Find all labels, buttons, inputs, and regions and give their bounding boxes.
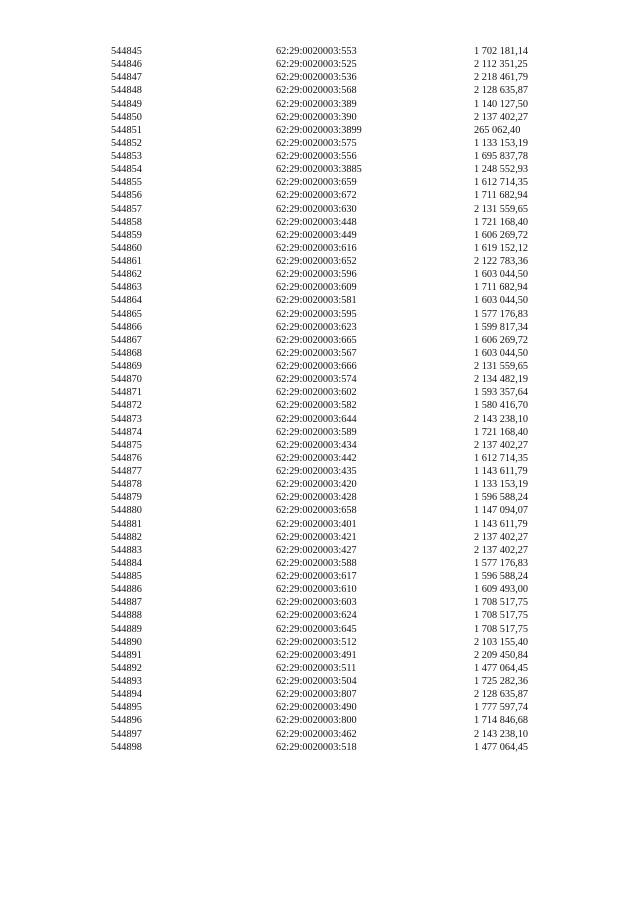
table-row <box>0 741 640 754</box>
cadastral-value: 1 708 517,75 <box>474 623 529 635</box>
cadastral-number: 62:29:0020003:652 <box>276 256 357 267</box>
table-row <box>0 439 640 452</box>
cadastral-number: 62:29:0020003:442 <box>276 452 357 464</box>
row-number: 544866 <box>111 321 142 333</box>
cadastral-value: 2 112 351,25 <box>474 59 528 71</box>
cadastral-value: 1 577 176,83 <box>474 308 529 320</box>
table-row <box>0 137 640 150</box>
cadastral-number: 62:29:0020003:553 <box>276 46 357 57</box>
cadastral-value: 1 702 181,14 <box>474 46 529 57</box>
table-row <box>0 478 640 491</box>
table-row <box>0 71 640 84</box>
cadastral-value: 1 477 064,45 <box>474 662 529 674</box>
cadastral-number: 62:29:0020003:589 <box>276 426 357 438</box>
cadastral-number: 62:29:0020003:623 <box>276 321 357 333</box>
cadastral-number: 62:29:0020003:421 <box>276 531 357 543</box>
cadastral-value: 1 612 714,35 <box>474 452 529 464</box>
cadastral-value: 1 140 127,50 <box>474 98 529 110</box>
cadastral-number: 62:29:0020003:624 <box>276 610 357 622</box>
table-row <box>0 675 640 688</box>
cadastral-number: 62:29:0020003:420 <box>276 479 357 491</box>
row-number: 544848 <box>111 85 142 97</box>
cadastral-value: 1 711 682,94 <box>474 282 528 294</box>
cadastral-value: 1 248 552,93 <box>474 164 529 176</box>
cadastral-value: 1 147 094,07 <box>474 505 529 517</box>
cadastral-number: 62:29:0020003:616 <box>276 242 357 254</box>
row-number: 544871 <box>111 387 142 399</box>
table-row <box>0 399 640 412</box>
table-row <box>0 203 640 216</box>
cadastral-value: 2 134 482,19 <box>474 374 529 386</box>
cadastral-number: 62:29:0020003:389 <box>276 98 357 110</box>
row-number: 544846 <box>111 59 142 71</box>
table-row <box>0 124 640 137</box>
table-row <box>0 531 640 544</box>
row-number: 544856 <box>111 190 142 202</box>
cadastral-value: 265 062,40 <box>474 124 521 136</box>
table-row <box>0 386 640 399</box>
cadastral-value: 1 477 064,45 <box>474 741 529 753</box>
cadastral-value: 2 128 635,87 <box>474 85 529 97</box>
cadastral-value: 2 137 402,27 <box>474 439 529 451</box>
table-row <box>0 294 640 307</box>
cadastral-value: 1 714 846,68 <box>474 715 529 727</box>
cadastral-number: 62:29:0020003:568 <box>276 85 357 97</box>
cadastral-number: 62:29:0020003:518 <box>276 741 357 753</box>
table-row <box>0 570 640 583</box>
cadastral-value: 1 603 044,50 <box>474 347 529 359</box>
cadastral-number: 62:29:0020003:672 <box>276 190 357 202</box>
table-row <box>0 662 640 675</box>
row-number: 544897 <box>111 728 142 740</box>
row-number: 544853 <box>111 151 142 162</box>
cadastral-value: 1 596 588,24 <box>474 492 529 504</box>
row-number: 544845 <box>111 46 142 57</box>
row-number: 544851 <box>111 124 142 136</box>
cadastral-value: 1 606 269,72 <box>474 229 529 241</box>
table-row <box>0 216 640 229</box>
cadastral-value: 1 143 611,79 <box>474 518 528 530</box>
table-row <box>0 609 640 622</box>
table-row <box>0 347 640 360</box>
cadastral-value: 2 143 238,10 <box>474 728 529 740</box>
cadastral-number: 62:29:0020003:603 <box>276 597 357 609</box>
cadastral-number: 62:29:0020003:536 <box>276 72 357 84</box>
cadastral-number: 62:29:0020003:596 <box>276 269 357 281</box>
cadastral-value: 1 725 282,36 <box>474 676 529 687</box>
row-number: 544850 <box>111 111 142 123</box>
table-row <box>0 688 640 701</box>
table-row <box>0 557 640 570</box>
cadastral-value: 2 103 155,40 <box>474 636 529 648</box>
cadastral-value: 1 721 168,40 <box>474 426 529 438</box>
cadastral-number: 62:29:0020003:659 <box>276 177 357 189</box>
cadastral-number: 62:29:0020003:504 <box>276 676 357 687</box>
row-number: 544867 <box>111 334 142 346</box>
cadastral-number: 62:29:0020003:582 <box>276 400 357 412</box>
cadastral-number: 62:29:0020003:807 <box>276 689 357 701</box>
cadastral-number: 62:29:0020003:574 <box>276 374 357 386</box>
cadastral-number: 62:29:0020003:602 <box>276 387 357 399</box>
cadastral-number: 62:29:0020003:448 <box>276 216 357 228</box>
cadastral-number: 62:29:0020003:666 <box>276 361 357 372</box>
row-number: 544873 <box>111 413 142 425</box>
cadastral-value: 1 619 152,12 <box>474 242 529 254</box>
cadastral-value: 2 131 559,65 <box>474 203 529 215</box>
cadastral-value: 2 131 559,65 <box>474 361 529 372</box>
cadastral-number: 62:29:0020003:3885 <box>276 164 362 176</box>
cadastral-number: 62:29:0020003:3899 <box>276 124 362 136</box>
row-number: 544862 <box>111 269 142 281</box>
row-number: 544852 <box>111 137 142 149</box>
cadastral-number: 62:29:0020003:490 <box>276 702 357 714</box>
table-row <box>0 544 640 557</box>
cadastral-value: 1 708 517,75 <box>474 610 529 622</box>
cadastral-number: 62:29:0020003:428 <box>276 492 357 504</box>
row-number: 544891 <box>111 649 142 661</box>
row-number: 544861 <box>111 256 142 267</box>
cadastral-number: 62:29:0020003:567 <box>276 347 357 359</box>
row-number: 544872 <box>111 400 142 412</box>
cadastral-value: 1 603 044,50 <box>474 295 529 307</box>
row-number: 544890 <box>111 636 142 648</box>
cadastral-number: 62:29:0020003:645 <box>276 623 357 635</box>
cadastral-value: 2 137 402,27 <box>474 544 529 556</box>
row-number: 544892 <box>111 662 142 674</box>
cadastral-value: 1 596 588,24 <box>474 571 529 582</box>
table-row <box>0 636 640 649</box>
table-row <box>0 98 640 111</box>
table-row <box>0 714 640 727</box>
table-row <box>0 360 640 373</box>
cadastral-number: 62:29:0020003:630 <box>276 203 357 215</box>
table-row <box>0 84 640 97</box>
cadastral-number: 62:29:0020003:525 <box>276 59 357 71</box>
cadastral-value: 1 777 597,74 <box>474 702 529 714</box>
cadastral-value: 2 209 450,84 <box>474 649 529 661</box>
cadastral-value: 1 695 837,78 <box>474 151 529 162</box>
row-number: 544879 <box>111 492 142 504</box>
table-row <box>0 465 640 478</box>
cadastral-number: 62:29:0020003:658 <box>276 505 357 517</box>
row-number: 544895 <box>111 702 142 714</box>
cadastral-value: 1 577 176,83 <box>474 557 529 569</box>
cadastral-value: 1 711 682,94 <box>474 190 528 202</box>
row-number: 544858 <box>111 216 142 228</box>
row-number: 544875 <box>111 439 142 451</box>
table-row <box>0 229 640 242</box>
cadastral-number: 62:29:0020003:609 <box>276 282 357 294</box>
cadastral-value: 1 603 044,50 <box>474 269 529 281</box>
cadastral-value: 1 721 168,40 <box>474 216 529 228</box>
cadastral-value: 1 612 714,35 <box>474 177 529 189</box>
row-number: 544869 <box>111 361 142 372</box>
table-row <box>0 255 640 268</box>
table-row <box>0 504 640 517</box>
row-number: 544847 <box>111 72 142 84</box>
cadastral-value: 2 122 783,36 <box>474 256 529 267</box>
table-row <box>0 728 640 741</box>
row-number: 544857 <box>111 203 142 215</box>
row-number: 544854 <box>111 164 142 176</box>
row-number: 544863 <box>111 282 142 294</box>
row-number: 544870 <box>111 374 142 386</box>
table-row <box>0 58 640 71</box>
table-row <box>0 649 640 662</box>
cadastral-number: 62:29:0020003:610 <box>276 584 357 596</box>
table-row <box>0 426 640 439</box>
cadastral-value: 1 133 153,19 <box>474 137 529 149</box>
table-row <box>0 491 640 504</box>
table-row <box>0 176 640 189</box>
cadastral-number: 62:29:0020003:581 <box>276 295 357 307</box>
row-number: 544888 <box>111 610 142 622</box>
table-row <box>0 452 640 465</box>
cadastral-value: 2 128 635,87 <box>474 689 529 701</box>
row-number: 544849 <box>111 98 142 110</box>
cadastral-number: 62:29:0020003:511 <box>276 662 357 674</box>
cadastral-value: 1 133 153,19 <box>474 479 529 491</box>
table-row <box>0 596 640 609</box>
cadastral-number: 62:29:0020003:665 <box>276 334 357 346</box>
cadastral-value: 2 137 402,27 <box>474 531 529 543</box>
cadastral-number: 62:29:0020003:434 <box>276 439 357 451</box>
row-number: 544884 <box>111 557 142 569</box>
row-number: 544883 <box>111 544 142 556</box>
cadastral-number: 62:29:0020003:800 <box>276 715 357 727</box>
cadastral-value: 1 143 611,79 <box>474 466 528 477</box>
cadastral-number: 62:29:0020003:401 <box>276 518 357 530</box>
cadastral-number: 62:29:0020003:617 <box>276 571 357 582</box>
row-number: 544889 <box>111 623 142 635</box>
cadastral-number: 62:29:0020003:595 <box>276 308 357 320</box>
cadastral-number: 62:29:0020003:491 <box>276 649 357 661</box>
cadastral-value: 2 137 402,27 <box>474 111 529 123</box>
row-number: 544868 <box>111 347 142 359</box>
row-number: 544860 <box>111 242 142 254</box>
table-row <box>0 308 640 321</box>
cadastral-number: 62:29:0020003:427 <box>276 544 357 556</box>
row-number: 544898 <box>111 741 142 753</box>
row-number: 544885 <box>111 571 142 582</box>
row-number: 544855 <box>111 177 142 189</box>
cadastral-number: 62:29:0020003:575 <box>276 137 357 149</box>
row-number: 544877 <box>111 466 142 477</box>
row-number: 544894 <box>111 689 142 701</box>
cadastral-value: 2 218 461,79 <box>474 72 529 84</box>
table-row <box>0 150 640 163</box>
cadastral-value: 1 609 493,00 <box>474 584 529 596</box>
row-number: 544859 <box>111 229 142 241</box>
cadastral-value: 2 143 238,10 <box>474 413 529 425</box>
cadastral-number: 62:29:0020003:462 <box>276 728 357 740</box>
table-row <box>0 268 640 281</box>
row-number: 544865 <box>111 308 142 320</box>
row-number: 544880 <box>111 505 142 517</box>
row-number: 544896 <box>111 715 142 727</box>
table-row <box>0 242 640 255</box>
table-row <box>0 111 640 124</box>
row-number: 544886 <box>111 584 142 596</box>
cadastral-number: 62:29:0020003:449 <box>276 229 357 241</box>
table-row <box>0 334 640 347</box>
cadastral-value: 1 593 357,64 <box>474 387 529 399</box>
table-row <box>0 623 640 636</box>
row-number: 544882 <box>111 531 142 543</box>
table-row <box>0 281 640 294</box>
cadastral-value: 1 599 817,34 <box>474 321 529 333</box>
table-row <box>0 189 640 202</box>
cadastral-value: 1 606 269,72 <box>474 334 529 346</box>
cadastral-number: 62:29:0020003:435 <box>276 466 357 477</box>
cadastral-value: 1 580 416,70 <box>474 400 529 412</box>
cadastral-value: 1 708 517,75 <box>474 597 529 609</box>
row-number: 544878 <box>111 479 142 491</box>
table-row <box>0 518 640 531</box>
row-number: 544876 <box>111 452 142 464</box>
table-row <box>0 163 640 176</box>
row-number: 544874 <box>111 426 142 438</box>
cadastral-number: 62:29:0020003:588 <box>276 557 357 569</box>
row-number: 544881 <box>111 518 142 530</box>
cadastral-number: 62:29:0020003:512 <box>276 636 357 648</box>
row-number: 544893 <box>111 676 142 687</box>
table-row <box>0 45 640 58</box>
row-number: 544864 <box>111 295 142 307</box>
cadastral-number: 62:29:0020003:390 <box>276 111 357 123</box>
row-number: 544887 <box>111 597 142 609</box>
table-row <box>0 701 640 714</box>
cadastral-value-table <box>0 45 640 754</box>
table-row <box>0 583 640 596</box>
table-row <box>0 321 640 334</box>
table-row <box>0 413 640 426</box>
cadastral-number: 62:29:0020003:556 <box>276 151 357 162</box>
cadastral-number: 62:29:0020003:644 <box>276 413 357 425</box>
table-row <box>0 373 640 386</box>
